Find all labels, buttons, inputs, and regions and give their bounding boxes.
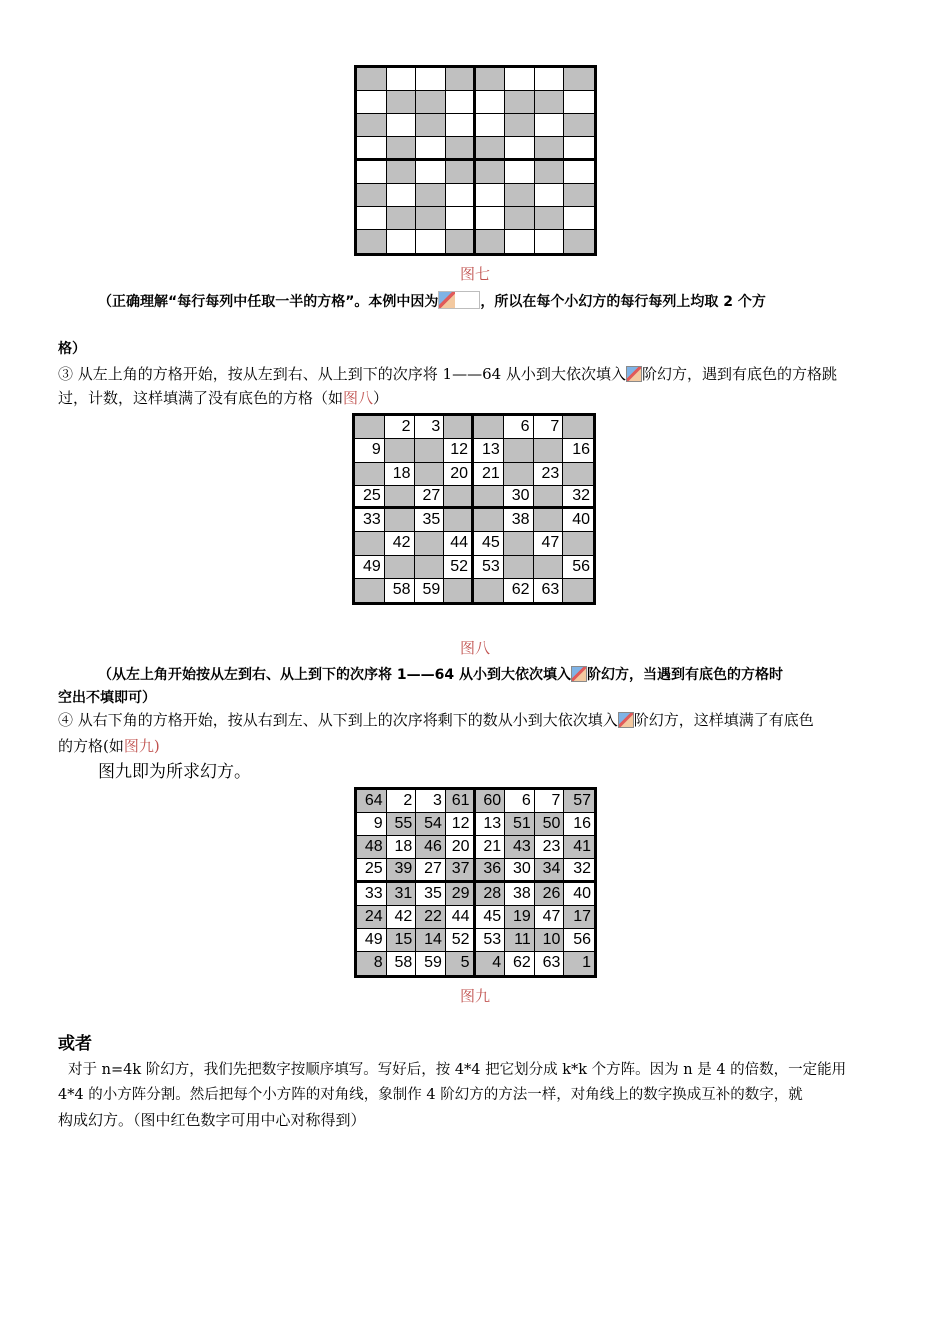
grid-cell: 57 — [564, 790, 594, 813]
grid-cell: 14 — [416, 929, 446, 952]
grid-cell: 42 — [387, 906, 417, 929]
grid-cell: 40 — [563, 509, 593, 532]
grid-cell: 63 — [535, 952, 565, 975]
grid-cell: 47 — [534, 532, 564, 555]
grid-cell: 22 — [416, 906, 446, 929]
grid-cell — [357, 161, 387, 184]
grid-cell — [357, 184, 387, 207]
grid-cell — [534, 439, 564, 462]
grid-cell: 46 — [416, 836, 446, 859]
grid-cell — [387, 207, 417, 230]
step-4-line-2 — [58, 734, 898, 758]
grid-cell — [476, 68, 506, 91]
step-4-text-b: 阶幻方，这样填满了有底色 — [633, 711, 814, 729]
grid-cell: 32 — [563, 486, 593, 509]
grid-cell — [563, 463, 593, 486]
grid-cell: 52 — [444, 556, 474, 579]
step-3-line-1 — [58, 362, 898, 386]
alt-line-1: 对于 n=4k 阶幻方，我们先把数字按顺序填写。写好后，按 4*4 把它划分成 k*k 个方阵。因为 n 是 4 的倍数，一定能用 — [68, 1062, 847, 1078]
grid-cell — [535, 137, 565, 160]
grid-cell: 38 — [505, 883, 535, 906]
grid-cell: 15 — [387, 929, 417, 952]
grid-cell — [535, 184, 565, 207]
grid-cell: 20 — [444, 463, 474, 486]
grid-cell — [446, 137, 476, 160]
grid-cell — [563, 532, 593, 555]
note-1-line-1 — [98, 290, 898, 314]
step-3-text-c: 过，计数，这样填满了没有底色的方格（如 — [58, 389, 344, 407]
grid-cell: 13 — [474, 439, 504, 462]
grid-cell — [564, 137, 594, 160]
grid-cell: 56 — [563, 556, 593, 579]
grid-cell: 29 — [446, 883, 476, 906]
grid-cell — [476, 161, 506, 184]
grid-cell: 44 — [444, 532, 474, 555]
grid-cell — [416, 230, 446, 253]
grid-cell: 60 — [476, 790, 506, 813]
grid-cell — [564, 230, 594, 253]
grid-cell: 25 — [355, 486, 385, 509]
grid-cell: 3 — [415, 416, 445, 439]
grid-cell — [505, 161, 535, 184]
grid-cell: 27 — [416, 859, 446, 882]
order-image-icon — [626, 366, 642, 382]
step-4-line-1 — [58, 708, 898, 732]
grid-cell — [446, 230, 476, 253]
grid-cell — [357, 68, 387, 91]
figure-7-grid — [354, 65, 597, 256]
grid-cell — [416, 137, 446, 160]
grid-cell: 44 — [446, 906, 476, 929]
grid-cell: 41 — [564, 836, 594, 859]
grid-cell — [534, 509, 564, 532]
grid-cell — [504, 439, 534, 462]
grid-cell — [416, 91, 446, 114]
grid-cell: 1 — [564, 952, 594, 975]
figure-7-caption: 图七 — [459, 265, 490, 283]
step-3-text-d: ） — [373, 389, 389, 407]
grid-cell — [564, 184, 594, 207]
grid-cell: 2 — [387, 790, 417, 813]
grid-cell: 62 — [505, 952, 535, 975]
grid-cell — [476, 184, 506, 207]
grid-cell — [446, 68, 476, 91]
grid-cell — [505, 114, 535, 137]
figure-8-caption: 图八 — [459, 639, 490, 657]
grid-cell: 16 — [564, 813, 594, 836]
grid-cell: 25 — [357, 859, 387, 882]
grid-cell — [535, 207, 565, 230]
grid-cell — [474, 579, 504, 602]
grid-cell — [387, 114, 417, 137]
grid-cell: 23 — [534, 463, 564, 486]
figure-9-grid — [354, 787, 597, 978]
grid-cell — [535, 68, 565, 91]
grid-cell — [564, 68, 594, 91]
alt-line-2: 4*4 的小方阵分割。然后把每个小方阵的对角线，象制作 4 阶幻方的方法一样，对角线上的数字换成互补的数字，就 — [58, 1087, 803, 1103]
step-3-line-2 — [58, 386, 898, 410]
grid-cell — [416, 184, 446, 207]
grid-cell: 9 — [357, 813, 387, 836]
note-2-text-before: （从左上角开始按从左到右、从上到下的次序将 1——64 从小到大依次填入 — [98, 667, 571, 683]
grid-cell — [355, 416, 385, 439]
grid-cell — [357, 114, 387, 137]
grid-cell: 35 — [415, 509, 445, 532]
grid-cell: 21 — [476, 836, 506, 859]
note-1-text-after: ，所以在每个小幻方的每行每列上均取 2 个方 — [480, 294, 766, 310]
grid-cell: 36 — [476, 859, 506, 882]
grid-cell: 17 — [564, 906, 594, 929]
grid-cell — [535, 161, 565, 184]
grid-cell: 52 — [446, 929, 476, 952]
grid-cell — [505, 207, 535, 230]
grid-cell — [505, 230, 535, 253]
grid-cell — [355, 579, 385, 602]
grid-cell: 20 — [446, 836, 476, 859]
grid-cell: 33 — [357, 883, 387, 906]
step-4-text-a: ④ 从右下角的方格开始，按从右到左、从下到上的次序将剩下的数从小到大依次填入 — [58, 711, 618, 729]
grid-cell — [444, 509, 474, 532]
grid-cell: 45 — [474, 532, 504, 555]
grid-cell: 38 — [504, 509, 534, 532]
grid-cell: 33 — [355, 509, 385, 532]
grid-cell: 34 — [535, 859, 565, 882]
grid-cell — [415, 532, 445, 555]
grid-cell: 2 — [385, 416, 415, 439]
grid-cell: 53 — [474, 556, 504, 579]
figure-9-caption: 图九 — [459, 987, 490, 1005]
grid-cell — [476, 207, 506, 230]
grid-cell: 18 — [385, 463, 415, 486]
grid-cell: 27 — [415, 486, 445, 509]
grid-cell — [563, 579, 593, 602]
grid-cell — [535, 91, 565, 114]
step-3-text-a: ③ 从左上角的方格开始，按从左到右、从上到下的次序将 1——64 从小到大依次填入 — [58, 365, 626, 383]
grid-cell — [476, 230, 506, 253]
note-1-text-before: （正确理解“每行每列中任取一半的方格”。本例中因为 — [98, 294, 439, 310]
grid-cell — [564, 207, 594, 230]
grid-cell: 11 — [505, 929, 535, 952]
grid-cell — [385, 509, 415, 532]
grid-cell — [504, 556, 534, 579]
grid-cell — [446, 161, 476, 184]
order-image-icon — [618, 712, 634, 728]
grid-cell — [385, 556, 415, 579]
grid-cell — [476, 137, 506, 160]
figure-8-link[interactable]: 图八 — [343, 389, 374, 407]
grid-cell — [444, 579, 474, 602]
step-4-text-c: 的方格(如 — [58, 737, 124, 755]
grid-cell: 16 — [563, 439, 593, 462]
step-4-result: 图九即为所求幻方。 — [98, 762, 251, 782]
grid-cell — [357, 137, 387, 160]
grid-cell — [474, 416, 504, 439]
grid-cell — [357, 91, 387, 114]
note-2-text-after: 阶幻方，当遇到有底色的方格时 — [586, 667, 783, 683]
grid-cell — [387, 91, 417, 114]
grid-cell — [387, 68, 417, 91]
grid-cell: 58 — [385, 579, 415, 602]
grid-cell: 9 — [355, 439, 385, 462]
grid-cell: 26 — [535, 883, 565, 906]
grid-cell: 10 — [535, 929, 565, 952]
order-image-icon — [571, 666, 587, 682]
grid-cell: 42 — [385, 532, 415, 555]
grid-cell: 49 — [355, 556, 385, 579]
grid-cell: 30 — [505, 859, 535, 882]
grid-cell — [504, 532, 534, 555]
grid-cell — [563, 416, 593, 439]
grid-cell: 51 — [505, 813, 535, 836]
grid-cell: 37 — [446, 859, 476, 882]
grid-cell — [357, 230, 387, 253]
grid-cell: 58 — [387, 952, 417, 975]
grid-cell — [505, 184, 535, 207]
grid-cell — [415, 439, 445, 462]
grid-cell: 5 — [446, 952, 476, 975]
grid-cell: 45 — [476, 906, 506, 929]
grid-cell: 12 — [444, 439, 474, 462]
grid-cell — [564, 114, 594, 137]
grid-cell: 23 — [535, 836, 565, 859]
grid-cell — [415, 556, 445, 579]
grid-cell — [355, 463, 385, 486]
grid-cell — [416, 207, 446, 230]
grid-cell — [534, 486, 564, 509]
grid-cell: 19 — [505, 906, 535, 929]
grid-cell: 53 — [476, 929, 506, 952]
figure-8-grid — [352, 413, 596, 605]
grid-cell: 31 — [387, 883, 417, 906]
grid-cell: 6 — [505, 790, 535, 813]
alt-heading: 或者 — [58, 1034, 92, 1054]
grid-cell — [416, 161, 446, 184]
grid-cell: 4 — [476, 952, 506, 975]
grid-cell: 55 — [387, 813, 417, 836]
grid-cell — [387, 161, 417, 184]
grid-cell — [416, 68, 446, 91]
grid-cell: 7 — [535, 790, 565, 813]
grid-cell — [357, 207, 387, 230]
grid-cell — [446, 114, 476, 137]
grid-cell — [505, 137, 535, 160]
note-2-line-2: 空出不填即可） — [58, 690, 156, 706]
grid-cell — [534, 556, 564, 579]
grid-cell — [385, 486, 415, 509]
step-3-text-b: 阶幻方，遇到有底色的方格跳 — [641, 365, 837, 383]
grid-cell — [444, 486, 474, 509]
grid-cell: 24 — [357, 906, 387, 929]
grid-cell — [444, 416, 474, 439]
grid-cell: 47 — [535, 906, 565, 929]
grid-cell: 59 — [415, 579, 445, 602]
grid-cell: 21 — [474, 463, 504, 486]
grid-cell — [387, 230, 417, 253]
grid-cell: 63 — [534, 579, 564, 602]
grid-cell — [535, 114, 565, 137]
grid-cell — [446, 184, 476, 207]
grid-cell — [385, 439, 415, 462]
grid-cell — [387, 137, 417, 160]
grid-cell: 6 — [504, 416, 534, 439]
grid-cell: 43 — [505, 836, 535, 859]
grid-cell: 7 — [534, 416, 564, 439]
grid-cell: 40 — [564, 883, 594, 906]
grid-cell — [387, 184, 417, 207]
grid-cell: 30 — [504, 486, 534, 509]
grid-cell: 59 — [416, 952, 446, 975]
grid-cell: 18 — [387, 836, 417, 859]
figure-9-link[interactable]: 图九) — [123, 737, 160, 755]
grid-cell: 56 — [564, 929, 594, 952]
grid-cell — [564, 161, 594, 184]
order-image-icon — [438, 291, 480, 309]
grid-cell — [415, 463, 445, 486]
grid-cell — [446, 91, 476, 114]
grid-cell — [474, 486, 504, 509]
grid-cell: 3 — [416, 790, 446, 813]
grid-cell: 49 — [357, 929, 387, 952]
note-2-line-1 — [98, 663, 898, 687]
grid-cell: 8 — [357, 952, 387, 975]
grid-cell: 39 — [387, 859, 417, 882]
grid-cell — [355, 532, 385, 555]
grid-cell: 35 — [416, 883, 446, 906]
grid-cell — [476, 91, 506, 114]
note-1-line-2: 格） — [58, 341, 86, 357]
grid-cell — [564, 91, 594, 114]
grid-cell: 54 — [416, 813, 446, 836]
grid-cell: 48 — [357, 836, 387, 859]
grid-cell: 50 — [535, 813, 565, 836]
grid-cell: 12 — [446, 813, 476, 836]
grid-cell — [505, 91, 535, 114]
alt-line-3: 构成幻方。（图中红色数字可用中心对称得到） — [58, 1111, 366, 1129]
grid-cell — [535, 230, 565, 253]
grid-cell — [474, 509, 504, 532]
grid-cell: 62 — [504, 579, 534, 602]
grid-cell — [505, 68, 535, 91]
grid-cell: 13 — [476, 813, 506, 836]
grid-cell — [446, 207, 476, 230]
grid-cell: 64 — [357, 790, 387, 813]
grid-cell: 28 — [476, 883, 506, 906]
grid-cell — [416, 114, 446, 137]
grid-cell — [504, 463, 534, 486]
grid-cell — [476, 114, 506, 137]
grid-cell: 61 — [446, 790, 476, 813]
grid-cell: 32 — [564, 859, 594, 882]
